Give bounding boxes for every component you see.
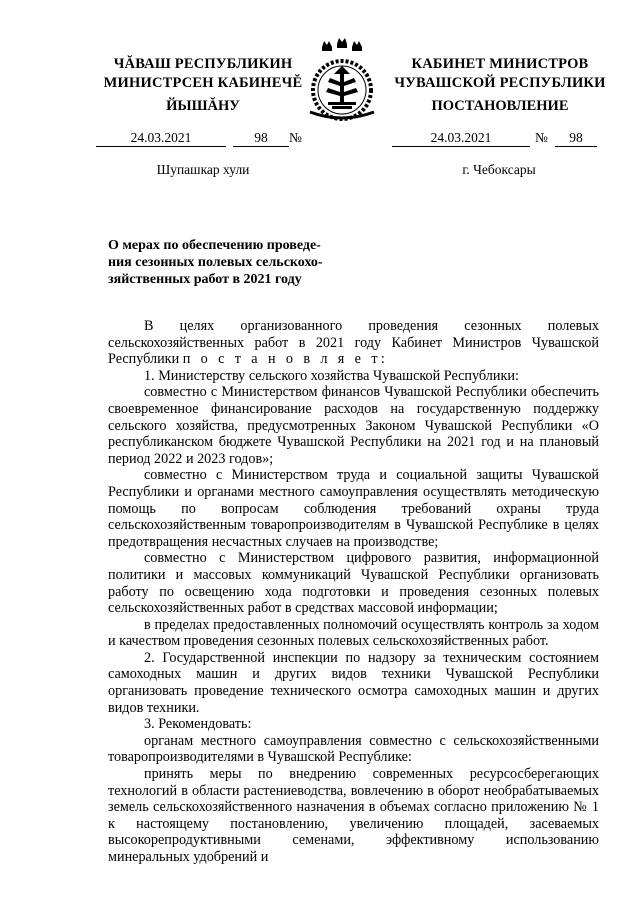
body-paragraph-2: совместно с Министерством финансов Чувашской Республики обеспечить своевременное финансирование расходов на государственную поддержку сельского хозяйства, предусмотренных Законом Чувашской Республики «О республиканском бюджете Чувашской Республики на 2021 год и на плановый период 2022 и 2023 годов»; [108, 384, 599, 467]
left-city: Шупашкар хули [156, 162, 250, 177]
left-number-sign: № [289, 130, 302, 145]
left-date-line [96, 146, 226, 147]
chuvash-republic-emblem-icon [300, 38, 384, 124]
right-city: г. Чебоксары [462, 162, 536, 177]
document-body [108, 318, 599, 866]
left-number-line [233, 146, 289, 147]
right-number-sign: № [535, 130, 548, 145]
body-paragraph-7: 3. Рекомендовать: [144, 716, 252, 733]
body-intro [108, 318, 599, 368]
right-number-line [555, 146, 597, 147]
body-paragraph-9: принять меры по внедрению современных ресурсосберегающих технологий в области растениеводства, вовлечению в оборот необрабатываемых земель сельскохозяйственного назначения в объемах согласно приложению № 1 к настоящему постановлению, увеличению площадей, засеваемых высокорепродуктивными семенами, эффективному использованию минеральных удобрений и [108, 766, 599, 865]
subject-line1: О мерах по обеспечению проведе- [108, 238, 321, 253]
subject-line2: ния сезонных полевых сельскохо- [108, 255, 323, 270]
subject-line3: зяйственных работ в 2021 году [108, 272, 302, 287]
right-header [380, 55, 620, 93]
body-paragraph-8: органам местного самоуправления совместно с сельскохозяйственными товаропроизводителями в Чувашской Республике: [108, 732, 599, 766]
left-header [88, 55, 318, 93]
document-subject [108, 237, 348, 288]
right-header-line1: КАБИНЕТ МИНИСТРОВ [411, 56, 589, 72]
body-paragraph-3: совместно с Министерством труда и социальной защиты Чувашской Республики и органами местного самоуправления осуществлять методическую помощь по вопросам соблюдения требований охраны труда сельскохозяйственным товаропроизводителям в Чувашской Республике в целях предотвращения несчастных случаев на производстве; [108, 467, 599, 550]
intro-decree-word: п о с т а н о в л я е т: [182, 351, 389, 368]
right-date-line [392, 146, 530, 147]
right-date: 24.03.2021 [430, 130, 492, 145]
left-header-line1: ЧĂВАШ РЕСПУБЛИКИН [113, 56, 293, 72]
body-paragraph-4: совместно с Министерством цифрового развития, информационной политики и массовых коммуникаций Чувашской Республики организовать работу по освещению хода подготовки и проведения сезонных полевых сельскохозяйственных работ в средствах массовой информации; [108, 550, 599, 617]
left-header-line2: МИНИСТРСЕН КАБИНЕЧĔ [103, 75, 303, 91]
body-paragraph-5: в пределах предоставленных полномочий осуществлять контроль за ходом и качеством проведения сезонных полевых сельскохозяйственных работ. [108, 616, 599, 650]
left-doc-type: ЙЫШĂНУ [166, 98, 240, 114]
left-date: 24.03.2021 [130, 130, 192, 145]
body-paragraph-1: 1. Министерству сельского хозяйства Чувашской Республики: [144, 367, 519, 384]
right-doc-type: ПОСТАНОВЛЕНИЕ [431, 98, 569, 114]
right-number: 98 [569, 130, 583, 145]
intro-text: В целях организованного проведения сезонных полевых сельскохозяйственных работ в 2021 году Кабинет Министров Чувашской Республики [108, 318, 599, 368]
right-header-line2: ЧУВАШСКОЙ РЕСПУБЛИКИ [394, 75, 606, 91]
body-paragraph-6: 2. Государственной инспекции по надзору за техническим состоянием самоходных машин и других видов техники Чувашской Республики организовать проведение технического осмотра самоходных машин и других видов техники. [108, 649, 599, 716]
left-number: 98 [254, 130, 268, 145]
